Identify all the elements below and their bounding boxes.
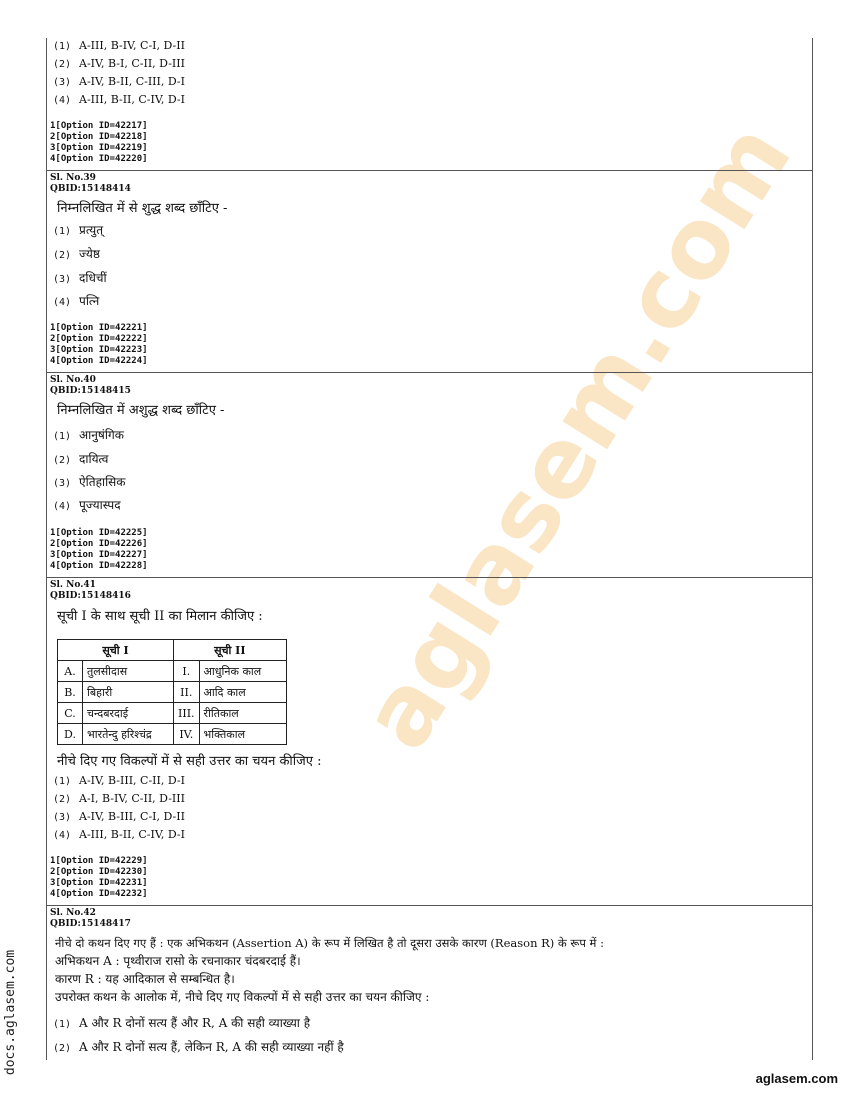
- brand-footer: aglasem.com: [755, 1071, 838, 1086]
- q41-option-1: (1) A-IV, B-III, C-II, D-I: [53, 774, 185, 787]
- q42-assertion: अभिकथन A : पृथ्वीराज रासो के रचनाकार चंदबरदाई हैं।: [55, 954, 301, 968]
- watermark: aglasem.com: [340, 104, 813, 768]
- q41-instruction: नीचे दिए गए विकल्पों में से सही उत्तर का चयन कीजिए :: [57, 754, 322, 769]
- q39-question: निम्नलिखित में से शुद्ध शब्द छाँटिए -: [57, 201, 228, 216]
- q42-instruction: उपरोक्त कथन के आलोक में, नीचे दिए गए विकल्पों में से सही उत्तर का चयन कीजिए :: [55, 990, 430, 1004]
- side-url-text: docs.aglasem.com: [3, 949, 19, 1076]
- q41-option-4: (4) A-III, B-II, C-IV, D-I: [53, 828, 185, 841]
- q41-option-2: (2) A-I, B-IV, C-II, D-III: [53, 792, 185, 805]
- q42-option-2: (2) A और R दोनों सत्य हैं, लेकिन R, A की सही व्याख्या नहीं है: [53, 1040, 344, 1054]
- divider: [47, 170, 812, 171]
- q40-option-ids: 1[Option ID=42225] 2[Option ID=42226] 3[Option ID=42227] 4[Option ID=42228]: [50, 528, 148, 571]
- q39-option-2: (2) ज्येष्ठ: [53, 247, 100, 261]
- q41-option-3: (3) A-IV, B-III, C-I, D-II: [53, 810, 185, 823]
- q42-reason: कारण R : यह आदिकाल से सम्बन्धित है।: [55, 972, 235, 986]
- q41-question: सूची I के साथ सूची II का मिलान कीजिए :: [57, 609, 263, 624]
- q39-option-1: (1) प्रत्युत्: [53, 223, 104, 237]
- table-head-list-1: सूची I: [58, 640, 174, 661]
- q40-option-4: (4) पूज्यास्पद: [53, 498, 121, 512]
- q38-option-3: (3) A-IV, B-II, C-III, D-I: [53, 75, 185, 88]
- divider: [47, 905, 812, 906]
- q40-header: Sl. No.40 QBID:15148415: [50, 375, 131, 396]
- q39-header: Sl. No.39 QBID:15148414: [50, 173, 131, 194]
- q40-option-3: (3) ऐतिहासिक: [53, 475, 126, 489]
- q41-option-ids: 1[Option ID=42229] 2[Option ID=42230] 3[Option ID=42231] 4[Option ID=42232]: [50, 856, 148, 899]
- table-head-list-2: सूची II: [174, 640, 287, 661]
- q42-header: Sl. No.42 QBID:15148417: [50, 908, 131, 929]
- q40-option-1: (1) आनुषंगिक: [53, 428, 124, 442]
- q40-question: निम्नलिखित में अशुद्ध शब्द छाँटिए -: [57, 403, 225, 418]
- question-paper-frame: [46, 38, 813, 1060]
- q38-option-1: (1) A-III, B-IV, C-I, D-II: [53, 39, 185, 52]
- q38-option-4: (4) A-III, B-II, C-IV, D-I: [53, 93, 185, 106]
- table-row: C. चन्दबरदाई III. रीतिकाल: [58, 703, 287, 724]
- q42-statement: नीचे दो कथन दिए गए हैं : एक अभिकथन (Assertion A) के रूप में लिखित है तो दूसरा उसके कारण (Reason R) के रूप में :: [55, 936, 604, 950]
- divider: [47, 577, 812, 578]
- q38-option-2: (2) A-IV, B-I, C-II, D-III: [53, 57, 185, 70]
- q40-option-2: (2) दायित्व: [53, 452, 109, 466]
- table-row: A. तुलसीदास I. आधुनिक काल: [58, 661, 287, 682]
- q39-option-ids: 1[Option ID=42221] 2[Option ID=42222] 3[Option ID=42223] 4[Option ID=42224]: [50, 323, 148, 366]
- table-row: B. बिहारी II. आदि काल: [58, 682, 287, 703]
- match-table: [57, 639, 287, 745]
- q41-header: Sl. No.41 QBID:15148416: [50, 580, 131, 601]
- q39-option-3: (3) दधिचीं: [53, 271, 107, 285]
- divider: [47, 372, 812, 373]
- q38-option-ids: 1[Option ID=42217] 2[Option ID=42218] 3[Option ID=42219] 4[Option ID=42220]: [50, 121, 148, 164]
- q39-option-4: (4) पत्नि: [53, 294, 100, 308]
- table-row: D. भारतेन्दु हरिश्चंद्र IV. भक्तिकाल: [58, 724, 287, 745]
- q42-option-1: (1) A और R दोनों सत्य हैं और R, A की सही व्याख्या है: [53, 1016, 311, 1030]
